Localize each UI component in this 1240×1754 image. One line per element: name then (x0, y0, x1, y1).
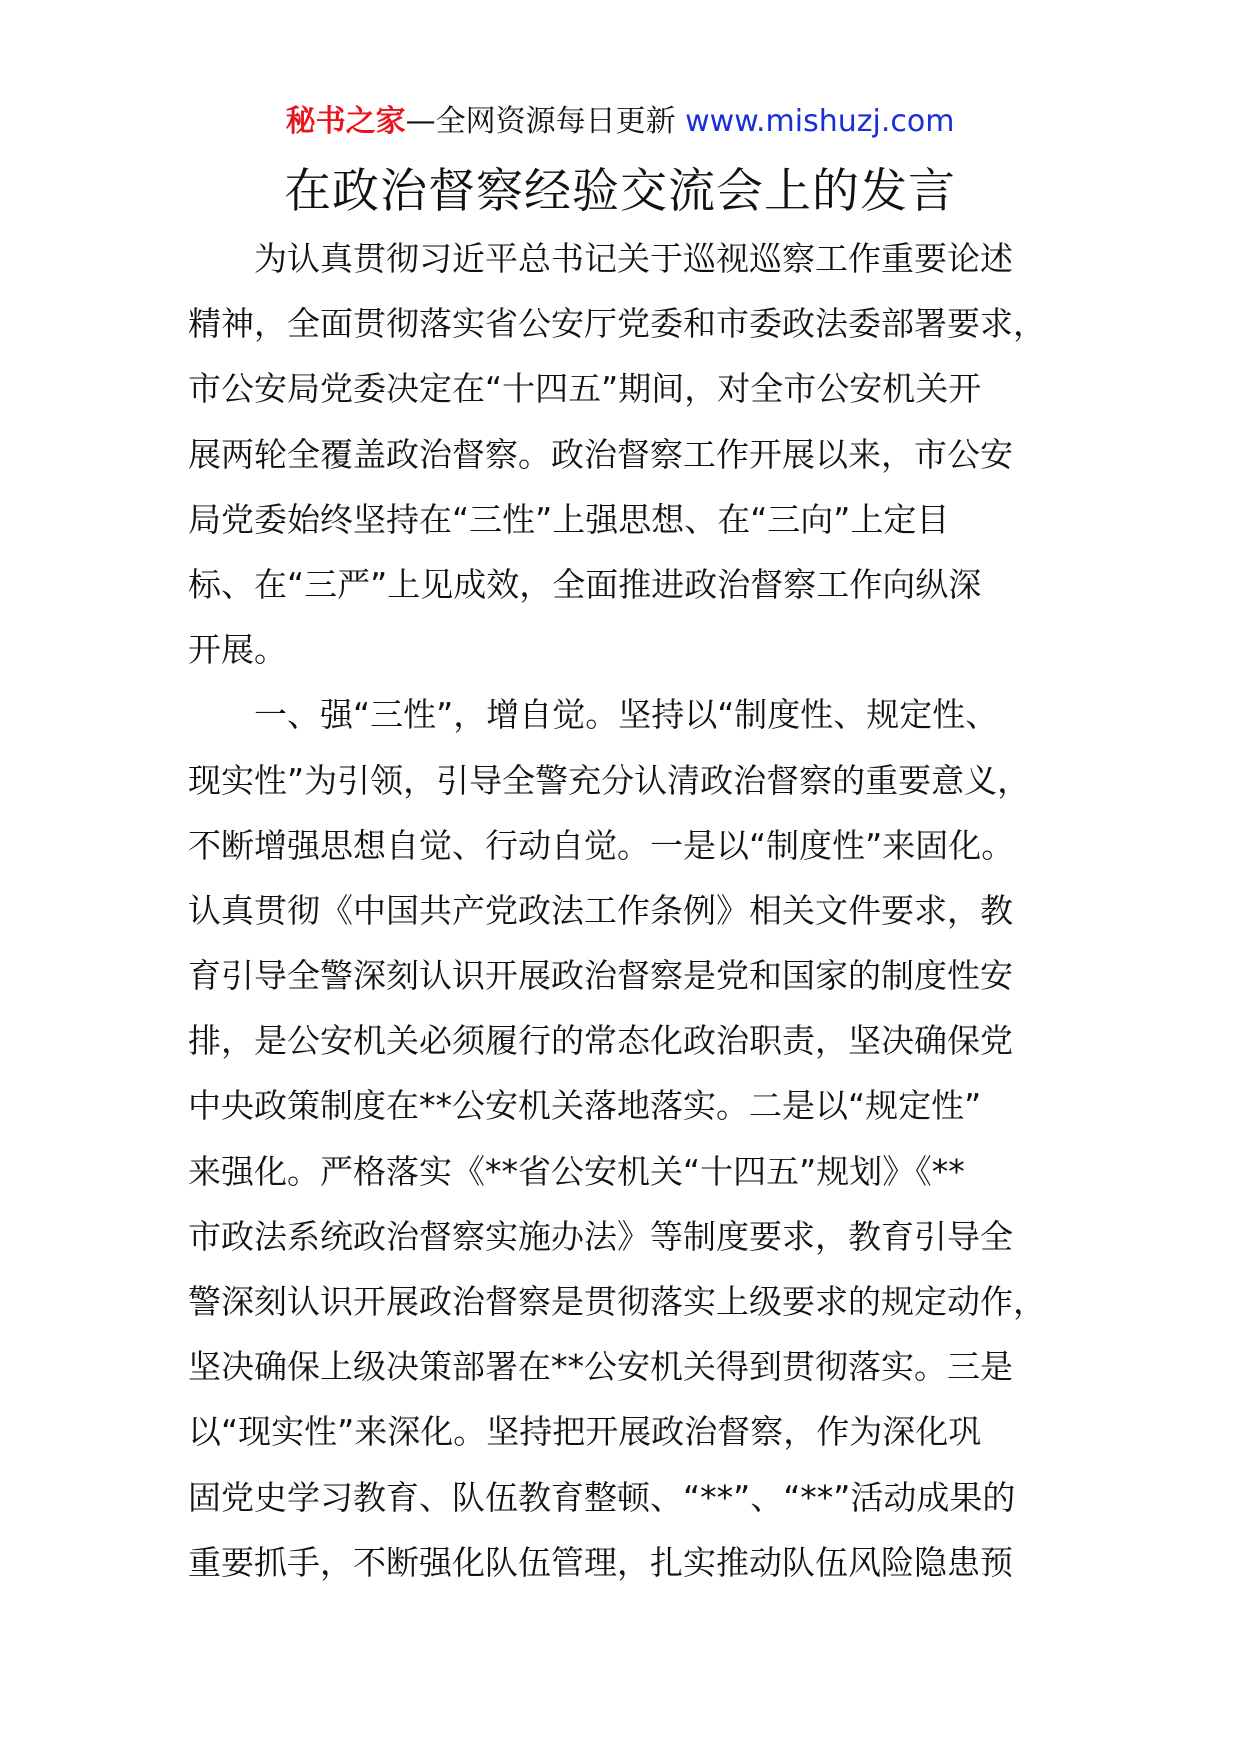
body-line: 警深刻认识开展政治督察是贯彻落实上级要求的规定动作， (188, 1282, 1046, 1321)
document-body (188, 226, 1052, 1595)
body-line: 不断增强思想自觉、行动自觉。一是以“制度性”来固化。 (188, 825, 1015, 865)
body-line: 坚决确保上级决策部署在**公安机关得到贯彻落实。三是 (188, 1347, 1013, 1387)
body-line: 为认真贯彻习近平总书记关于巡视巡察工作重要论述 (254, 239, 1013, 278)
document-title: 在政治督察经验交流会上的发言 (284, 164, 956, 219)
site-url-link[interactable]: www.mishuzj.com (685, 104, 955, 139)
site-header (0, 100, 1240, 144)
body-line: 市公安局党委决定在“十四五”期间，对全市公安机关开 (188, 369, 982, 409)
body-line: 中央政策制度在**公安机关落地落实。二是以“规定性” (188, 1086, 982, 1126)
body-line: 固党史学习教育、队伍教育整顿、“**”、“**”活动成果的 (188, 1477, 1016, 1517)
body-line: 标、在“三严”上见成效，全面推进政治督察工作向纵深 (188, 564, 982, 604)
body-line: 来强化。严格落实《**省公安机关“十四五”规划》《** (188, 1151, 965, 1191)
body-line: 以“现实性”来深化。坚持把开展政治督察，作为深化巩 (188, 1412, 982, 1452)
body-line: 展两轮全覆盖政治督察。政治督察工作开展以来，市公安 (188, 434, 1013, 474)
body-line: 排，是公安机关必须履行的常态化政治职责，坚决确保党 (188, 1021, 1013, 1061)
body-line: 精神，全面贯彻落实省公安厅党委和市委政法委部署要求， (188, 304, 1046, 344)
section-heading-line: 一、强“三性”，增自觉。坚持以“制度性、规定性、 (254, 695, 999, 735)
body-line: 开展。 (188, 630, 287, 670)
body-line: 育引导全警深刻认识开展政治督察是党和国家的制度性安 (188, 956, 1013, 996)
site-tagline: —全网资源每日更新 (405, 104, 686, 139)
body-line: 市政法系统政治督察实施办法》等制度要求，教育引导全 (188, 1216, 1013, 1256)
body-line: 现实性”为引领，引导全警充分认清政治督察的重要意义， (188, 760, 1031, 800)
body-line: 重要抓手，不断强化队伍管理，扎实推动队伍风险隐患预 (188, 1542, 1013, 1582)
body-line: 认真贯彻《中国共产党政法工作条例》相关文件要求，教 (188, 890, 1013, 930)
brand-name: 秘书之家 (285, 104, 406, 139)
body-line: 局党委始终坚持在“三性”上强思想、在“三向”上定目 (188, 499, 950, 539)
